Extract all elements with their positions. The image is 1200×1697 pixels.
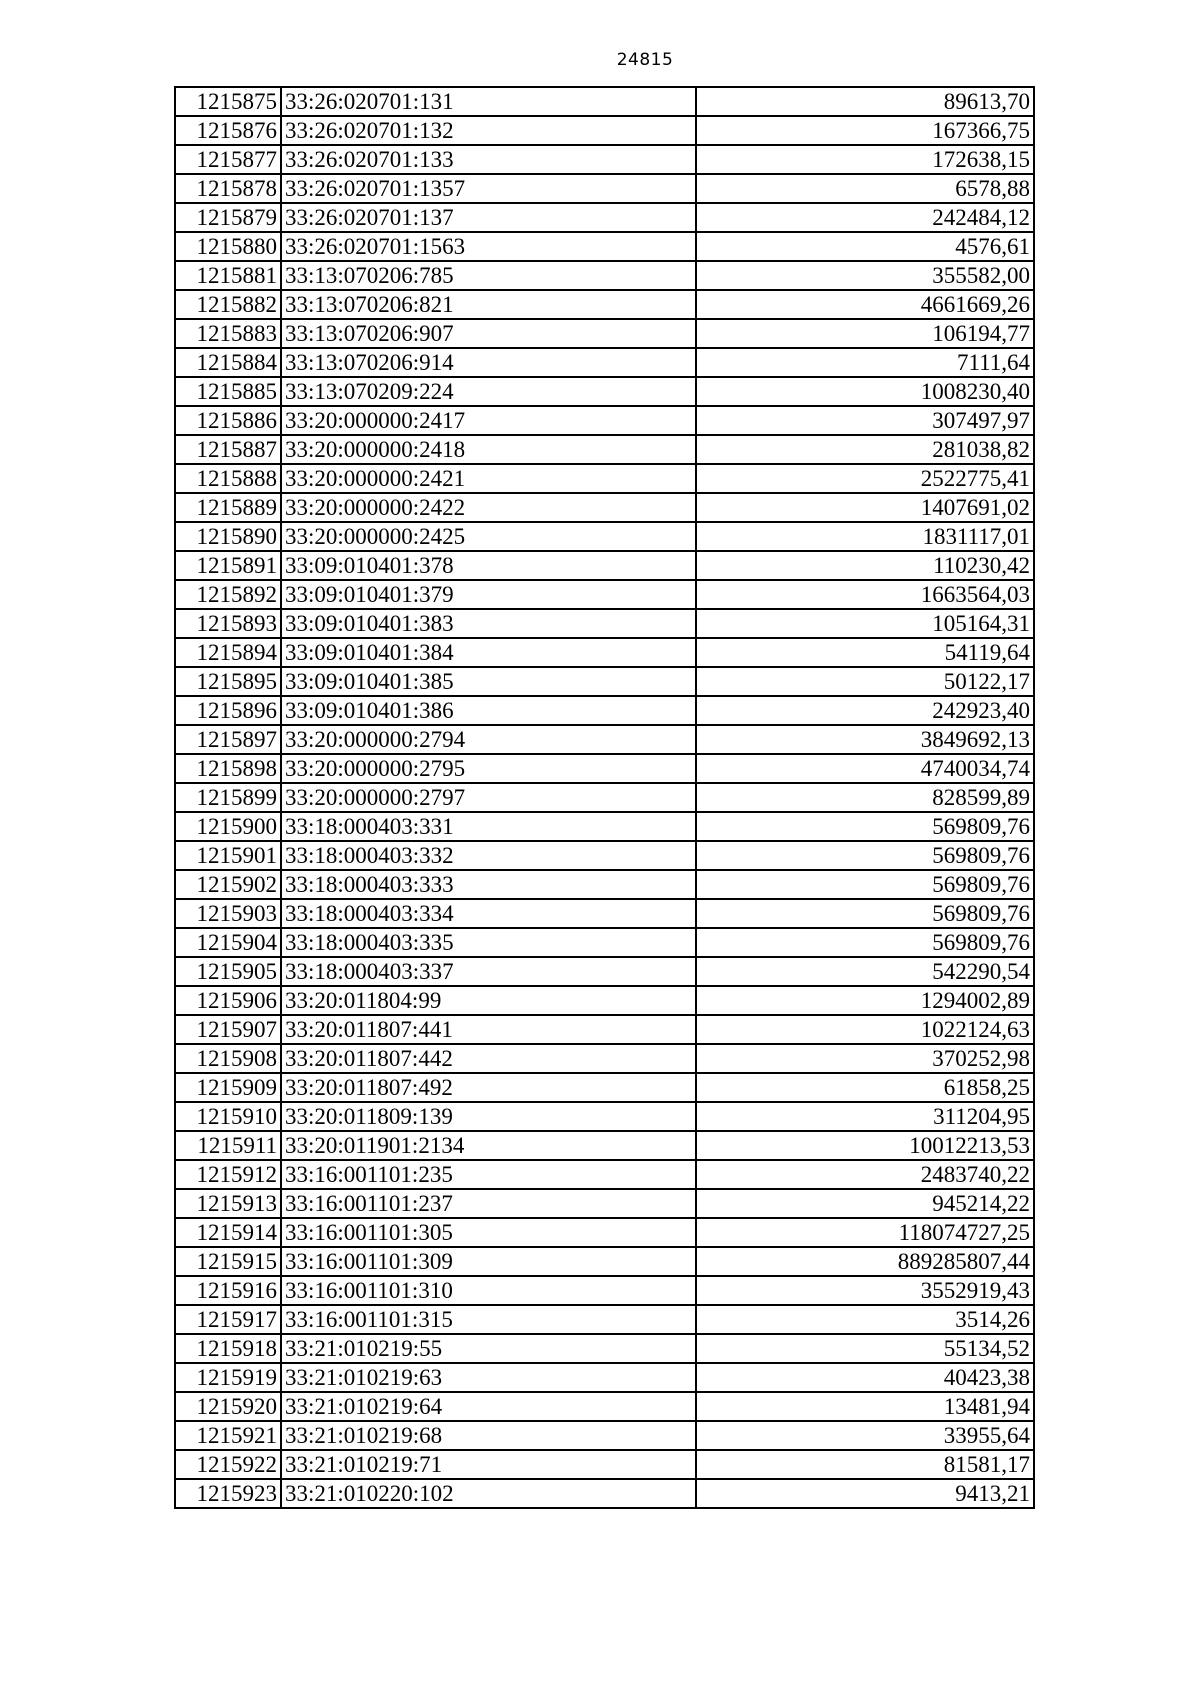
table-row: [175, 464, 1034, 493]
table-row: [175, 145, 1034, 174]
table-row: [175, 290, 1034, 319]
cadastral-value-cell: 13481,94: [696, 1392, 1034, 1421]
cadastral-number-cell: 33:16:001101:237: [281, 1189, 696, 1218]
cadastral-number-cell: 33:18:000403:331: [281, 812, 696, 841]
table-row: [175, 899, 1034, 928]
table-row: [175, 986, 1034, 1015]
cadastral-number-cell: 33:13:070206:914: [281, 348, 696, 377]
record-id-cell: 1215876: [175, 116, 281, 145]
record-id-cell: 1215901: [175, 841, 281, 870]
record-id-cell: 1215884: [175, 348, 281, 377]
cadastral-value-cell: 3552919,43: [696, 1276, 1034, 1305]
cadastral-value-cell: 569809,76: [696, 899, 1034, 928]
cadastral-value-cell: 4661669,26: [696, 290, 1034, 319]
table-row: [175, 1363, 1034, 1392]
cadastral-value-cell: 542290,54: [696, 957, 1034, 986]
record-id-cell: 1215882: [175, 290, 281, 319]
cadastral-number-cell: 33:20:011807:442: [281, 1044, 696, 1073]
record-id-cell: 1215921: [175, 1421, 281, 1450]
cadastral-value-cell: 105164,31: [696, 609, 1034, 638]
cadastral-value-cell: 569809,76: [696, 841, 1034, 870]
record-id-cell: 1215880: [175, 232, 281, 261]
record-id-cell: 1215877: [175, 145, 281, 174]
record-id-cell: 1215888: [175, 464, 281, 493]
record-id-cell: 1215896: [175, 696, 281, 725]
cadastral-value-cell: 311204,95: [696, 1102, 1034, 1131]
table-row: [175, 1479, 1034, 1508]
cadastral-number-cell: 33:20:011809:139: [281, 1102, 696, 1131]
table-row: [175, 406, 1034, 435]
cadastral-value-cell: 2522775,41: [696, 464, 1034, 493]
record-id-cell: 1215920: [175, 1392, 281, 1421]
cadastral-number-cell: 33:13:070209:224: [281, 377, 696, 406]
page-number: 24815: [616, 50, 674, 70]
table-row: [175, 1044, 1034, 1073]
record-id-cell: 1215915: [175, 1247, 281, 1276]
cadastral-value-cell: 1407691,02: [696, 493, 1034, 522]
cadastral-value-cell: 3849692,13: [696, 725, 1034, 754]
table-row: [175, 928, 1034, 957]
record-id-cell: 1215875: [175, 87, 281, 116]
cadastral-number-cell: 33:09:010401:378: [281, 551, 696, 580]
table-row: [175, 203, 1034, 232]
cadastral-value-cell: 2483740,22: [696, 1160, 1034, 1189]
cadastral-value-cell: 828599,89: [696, 783, 1034, 812]
table-row: [175, 841, 1034, 870]
cadastral-value-cell: 10012213,53: [696, 1131, 1034, 1160]
cadastral-number-cell: 33:26:020701:131: [281, 87, 696, 116]
table-row: [175, 1218, 1034, 1247]
cadastral-number-cell: 33:13:070206:907: [281, 319, 696, 348]
record-id-cell: 1215897: [175, 725, 281, 754]
cadastral-value-cell: 1831117,01: [696, 522, 1034, 551]
table-row: [175, 783, 1034, 812]
table-row: [175, 435, 1034, 464]
record-id-cell: 1215895: [175, 667, 281, 696]
cadastral-number-cell: 33:18:000403:337: [281, 957, 696, 986]
table-row: [175, 1015, 1034, 1044]
cadastral-number-cell: 33:20:000000:2795: [281, 754, 696, 783]
cadastral-number-cell: 33:18:000403:335: [281, 928, 696, 957]
cadastral-value-cell: 33955,64: [696, 1421, 1034, 1450]
record-id-cell: 1215893: [175, 609, 281, 638]
table-row: [175, 1131, 1034, 1160]
cadastral-number-cell: 33:20:011807:441: [281, 1015, 696, 1044]
table-row: [175, 522, 1034, 551]
cadastral-value-cell: 9413,21: [696, 1479, 1034, 1508]
cadastral-value-cell: 1022124,63: [696, 1015, 1034, 1044]
cadastral-number-cell: 33:26:020701:1563: [281, 232, 696, 261]
record-id-cell: 1215878: [175, 174, 281, 203]
record-id-cell: 1215891: [175, 551, 281, 580]
cadastral-value-cell: 945214,22: [696, 1189, 1034, 1218]
cadastral-value-cell: 355582,00: [696, 261, 1034, 290]
cadastral-value-cell: 6578,88: [696, 174, 1034, 203]
table-row: [175, 754, 1034, 783]
cadastral-number-cell: 33:16:001101:309: [281, 1247, 696, 1276]
record-id-cell: 1215908: [175, 1044, 281, 1073]
cadastral-value-cell: 4576,61: [696, 232, 1034, 261]
record-id-cell: 1215911: [175, 1131, 281, 1160]
record-id-cell: 1215885: [175, 377, 281, 406]
record-id-cell: 1215905: [175, 957, 281, 986]
cadastral-number-cell: 33:16:001101:315: [281, 1305, 696, 1334]
cadastral-value-cell: 89613,70: [696, 87, 1034, 116]
record-id-cell: 1215906: [175, 986, 281, 1015]
table-row: [175, 116, 1034, 145]
table-row: [175, 638, 1034, 667]
record-id-cell: 1215889: [175, 493, 281, 522]
record-id-cell: 1215912: [175, 1160, 281, 1189]
table-row: [175, 551, 1034, 580]
table-row: [175, 1450, 1034, 1479]
cadastral-number-cell: 33:21:010219:71: [281, 1450, 696, 1479]
cadastral-number-cell: 33:20:000000:2418: [281, 435, 696, 464]
cadastral-number-cell: 33:13:070206:821: [281, 290, 696, 319]
table-row: [175, 1334, 1034, 1363]
cadastral-value-cell: 1663564,03: [696, 580, 1034, 609]
cadastral-number-cell: 33:26:020701:133: [281, 145, 696, 174]
table-row: [175, 1421, 1034, 1450]
cadastral-value-cell: 40423,38: [696, 1363, 1034, 1392]
table-row: [175, 870, 1034, 899]
cadastral-number-cell: 33:20:011901:2134: [281, 1131, 696, 1160]
cadastral-value-cell: 61858,25: [696, 1073, 1034, 1102]
record-id-cell: 1215923: [175, 1479, 281, 1508]
table-row: [175, 174, 1034, 203]
record-id-cell: 1215919: [175, 1363, 281, 1392]
cadastral-value-cell: 172638,15: [696, 145, 1034, 174]
table-body: [175, 87, 1034, 1508]
cadastral-number-cell: 33:21:010219:68: [281, 1421, 696, 1450]
table-row: [175, 696, 1034, 725]
table-row: [175, 1189, 1034, 1218]
cadastral-number-cell: 33:16:001101:305: [281, 1218, 696, 1247]
record-id-cell: 1215898: [175, 754, 281, 783]
record-id-cell: 1215913: [175, 1189, 281, 1218]
cadastral-number-cell: 33:18:000403:333: [281, 870, 696, 899]
cadastral-value-cell: 55134,52: [696, 1334, 1034, 1363]
cadastral-value-cell: 106194,77: [696, 319, 1034, 348]
cadastral-value-cell: 50122,17: [696, 667, 1034, 696]
record-id-cell: 1215887: [175, 435, 281, 464]
table-row: [175, 1160, 1034, 1189]
cadastral-value-cell: 569809,76: [696, 870, 1034, 899]
cadastral-value-cell: 110230,42: [696, 551, 1034, 580]
table-row: [175, 493, 1034, 522]
record-id-cell: 1215886: [175, 406, 281, 435]
record-id-cell: 1215917: [175, 1305, 281, 1334]
cadastral-value-cell: 889285807,44: [696, 1247, 1034, 1276]
table-row: [175, 261, 1034, 290]
cadastral-number-cell: 33:20:011807:492: [281, 1073, 696, 1102]
table-row: [175, 348, 1034, 377]
cadastral-number-cell: 33:21:010219:55: [281, 1334, 696, 1363]
cadastral-number-cell: 33:26:020701:137: [281, 203, 696, 232]
cadastral-number-cell: 33:09:010401:385: [281, 667, 696, 696]
record-id-cell: 1215883: [175, 319, 281, 348]
cadastral-number-cell: 33:21:010219:64: [281, 1392, 696, 1421]
table-row: [175, 319, 1034, 348]
table-row: [175, 1305, 1034, 1334]
cadastral-value-cell: 242484,12: [696, 203, 1034, 232]
table-row: [175, 1392, 1034, 1421]
cadastral-value-cell: 569809,76: [696, 928, 1034, 957]
record-id-cell: 1215881: [175, 261, 281, 290]
cadastral-number-cell: 33:21:010220:102: [281, 1479, 696, 1508]
record-id-cell: 1215894: [175, 638, 281, 667]
cadastral-value-cell: 1008230,40: [696, 377, 1034, 406]
record-id-cell: 1215879: [175, 203, 281, 232]
table-row: [175, 812, 1034, 841]
cadastral-number-cell: 33:16:001101:235: [281, 1160, 696, 1189]
cadastral-number-cell: 33:20:000000:2797: [281, 783, 696, 812]
cadastral-number-cell: 33:20:000000:2417: [281, 406, 696, 435]
record-id-cell: 1215899: [175, 783, 281, 812]
cadastral-value-cell: 7111,64: [696, 348, 1034, 377]
table-row: [175, 87, 1034, 116]
cadastral-number-cell: 33:20:000000:2425: [281, 522, 696, 551]
cadastral-number-cell: 33:18:000403:334: [281, 899, 696, 928]
cadastral-number-cell: 33:09:010401:379: [281, 580, 696, 609]
table-row: [175, 1102, 1034, 1131]
cadastral-number-cell: 33:26:020701:132: [281, 116, 696, 145]
record-id-cell: 1215900: [175, 812, 281, 841]
record-id-cell: 1215909: [175, 1073, 281, 1102]
cadastral-value-cell: 281038,82: [696, 435, 1034, 464]
cadastral-value-cell: 242923,40: [696, 696, 1034, 725]
cadastral-number-cell: 33:21:010219:63: [281, 1363, 696, 1392]
table-row: [175, 725, 1034, 754]
cadastral-number-cell: 33:26:020701:1357: [281, 174, 696, 203]
cadastral-value-cell: 3514,26: [696, 1305, 1034, 1334]
cadastral-value-cell: 370252,98: [696, 1044, 1034, 1073]
table-row: [175, 377, 1034, 406]
cadastral-number-cell: 33:20:000000:2422: [281, 493, 696, 522]
cadastral-number-cell: 33:09:010401:384: [281, 638, 696, 667]
table-row: [175, 1073, 1034, 1102]
table-row: [175, 1247, 1034, 1276]
cadastral-number-cell: 33:09:010401:386: [281, 696, 696, 725]
record-id-cell: 1215907: [175, 1015, 281, 1044]
record-id-cell: 1215918: [175, 1334, 281, 1363]
table-row: [175, 609, 1034, 638]
cadastral-number-cell: 33:20:011804:99: [281, 986, 696, 1015]
cadastral-value-cell: 569809,76: [696, 812, 1034, 841]
cadastral-value-cell: 54119,64: [696, 638, 1034, 667]
record-id-cell: 1215922: [175, 1450, 281, 1479]
cadastral-number-cell: 33:13:070206:785: [281, 261, 696, 290]
table-row: [175, 957, 1034, 986]
record-id-cell: 1215904: [175, 928, 281, 957]
table-row: [175, 1276, 1034, 1305]
cadastral-value-cell: 167366,75: [696, 116, 1034, 145]
table-row: [175, 667, 1034, 696]
cadastral-value-cell: 307497,97: [696, 406, 1034, 435]
cadastral-value-table: [174, 86, 1035, 1509]
cadastral-number-cell: 33:09:010401:383: [281, 609, 696, 638]
cadastral-number-cell: 33:18:000403:332: [281, 841, 696, 870]
record-id-cell: 1215902: [175, 870, 281, 899]
record-id-cell: 1215890: [175, 522, 281, 551]
record-id-cell: 1215910: [175, 1102, 281, 1131]
cadastral-value-cell: 118074727,25: [696, 1218, 1034, 1247]
cadastral-number-cell: 33:20:000000:2421: [281, 464, 696, 493]
record-id-cell: 1215914: [175, 1218, 281, 1247]
cadastral-value-cell: 1294002,89: [696, 986, 1034, 1015]
record-id-cell: 1215903: [175, 899, 281, 928]
cadastral-number-cell: 33:20:000000:2794: [281, 725, 696, 754]
record-id-cell: 1215892: [175, 580, 281, 609]
cadastral-number-cell: 33:16:001101:310: [281, 1276, 696, 1305]
cadastral-value-cell: 4740034,74: [696, 754, 1034, 783]
cadastral-value-cell: 81581,17: [696, 1450, 1034, 1479]
table-row: [175, 232, 1034, 261]
record-id-cell: 1215916: [175, 1276, 281, 1305]
table-row: [175, 580, 1034, 609]
